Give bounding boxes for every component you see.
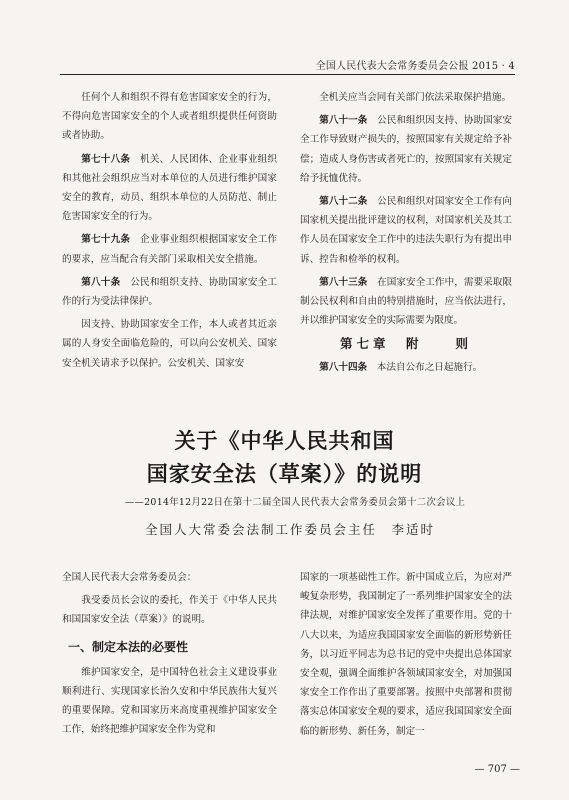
upper-left-column	[62, 88, 277, 373]
lower-right-column	[300, 568, 512, 741]
article-number: 第七十九条	[81, 234, 131, 246]
article-80	[62, 273, 277, 311]
article-number: 第八十四条	[319, 361, 368, 373]
article-82	[300, 192, 512, 269]
article-79	[62, 230, 277, 268]
article-text: 公民和组织因支持、协助国家安全工作导致财产损失的，按照国家有关规定给予补偿；造成人身伤害或者死亡的，按照国家有关规定给予抚恤优待。	[300, 115, 513, 184]
article-81	[300, 111, 512, 188]
paragraph: 任何个人和组织不得有危害国家安全的行为，不得向危害国家安全的个人或者组织提供任何资助或者协助。	[62, 92, 277, 142]
article-text: 机关、人民团体、企业事业组织和其他社会组织应当对本单位的人员进行维护国家安全的教育，动员、组织本单位的人员防范、制止危害国家安全的行为。	[62, 153, 278, 223]
article-number: 第八十一条	[319, 115, 368, 127]
article-subtitle: ——2014年12月22日在第十二届全国人民代表大会常务委员会第十二次会议上	[124, 497, 466, 508]
article-78	[62, 150, 277, 227]
article-84	[300, 358, 512, 377]
section-heading: 一、制定本法的必要性	[68, 639, 189, 654]
lower-left-column	[62, 568, 277, 740]
chapter-heading: 第七章 附 则	[339, 336, 472, 352]
article-number: 第八十三条	[319, 276, 368, 288]
article-number: 第八十条	[81, 276, 121, 288]
article-text: 在国家安全工作中，需要采取限制公民权利和自由的特别措施时，应当依法进行，并以维护国家安全的实际需要为限度。	[300, 276, 513, 327]
article-83	[300, 273, 512, 331]
page-number: — 707 —	[474, 764, 520, 775]
article-number: 第七十八条	[81, 153, 131, 165]
paragraph: 因支持、协助国家安全工作，本人或者其近亲属的人身安全面临危险的，可以向公安机关、国家安全机关请求予以保护。公安机关、国家安	[62, 319, 277, 369]
paragraph: 我受委员长会议的委托，作关于《中华人民共和国国家安全法（草案）》的说明。	[62, 595, 277, 626]
upper-right-column	[300, 88, 512, 377]
journal-header: 全国人民代表大会常务委员会公报 2015 · 4	[315, 61, 515, 72]
article-text: 公民和组织支持、协助国家安全工作的行为受法律保护。	[62, 276, 278, 308]
speaker-line: 全国人大常委会法制工作委员会主任 李适时	[144, 522, 435, 537]
paragraph: 国家的一项基础性工作。新中国成立后，为应对严峻复杂形势，我国制定了一系列维护国家安全的法律法规，对维护国家安全发挥了重要作用。党的十八大以来，为适应我国国家安全面临的新形势新任务，以习近平同志为总书记的党中央提出总体国家安全观，强调全面维护各领域国家安全，对加强国家安全工作作出了重要部署。按照中央部署和贯彻落实总体国家安全观的要求，适应我国国家安全面临的新形势、新任务，制定一	[300, 572, 512, 737]
salutation: 全国人民代表大会常务委员会：	[62, 572, 197, 583]
article-text: 公民和组织对国家安全工作有向国家机关提出批评建议的权利，对国家机关及其工作人员在国家安全工作中的违法失职行为有提出申诉、控告和检举的权利。	[300, 196, 513, 265]
header-rule	[60, 74, 515, 75]
paragraph: 维护国家安全，是中国特色社会主义建设事业顺利进行、实现国家长治久安和中华民族伟大复兴的重要保障。党和国家历来高度重视维护国家安全工作，始终把维护国家安全作为党和	[62, 666, 277, 736]
article-title-line2: 国家安全法（草案）》的说明	[146, 461, 423, 486]
article-number: 第八十二条	[319, 196, 368, 208]
article-text: 本法自公布之日起施行。	[376, 361, 483, 373]
paragraph: 全机关应当会同有关部门依法采取保护措施。	[319, 92, 512, 103]
article-text: 企业事业组织根据国家安全工作的要求，应当配合有关部门采取相关安全措施。	[62, 234, 278, 265]
article-title-line1: 关于《中华人民共和国	[174, 428, 395, 453]
